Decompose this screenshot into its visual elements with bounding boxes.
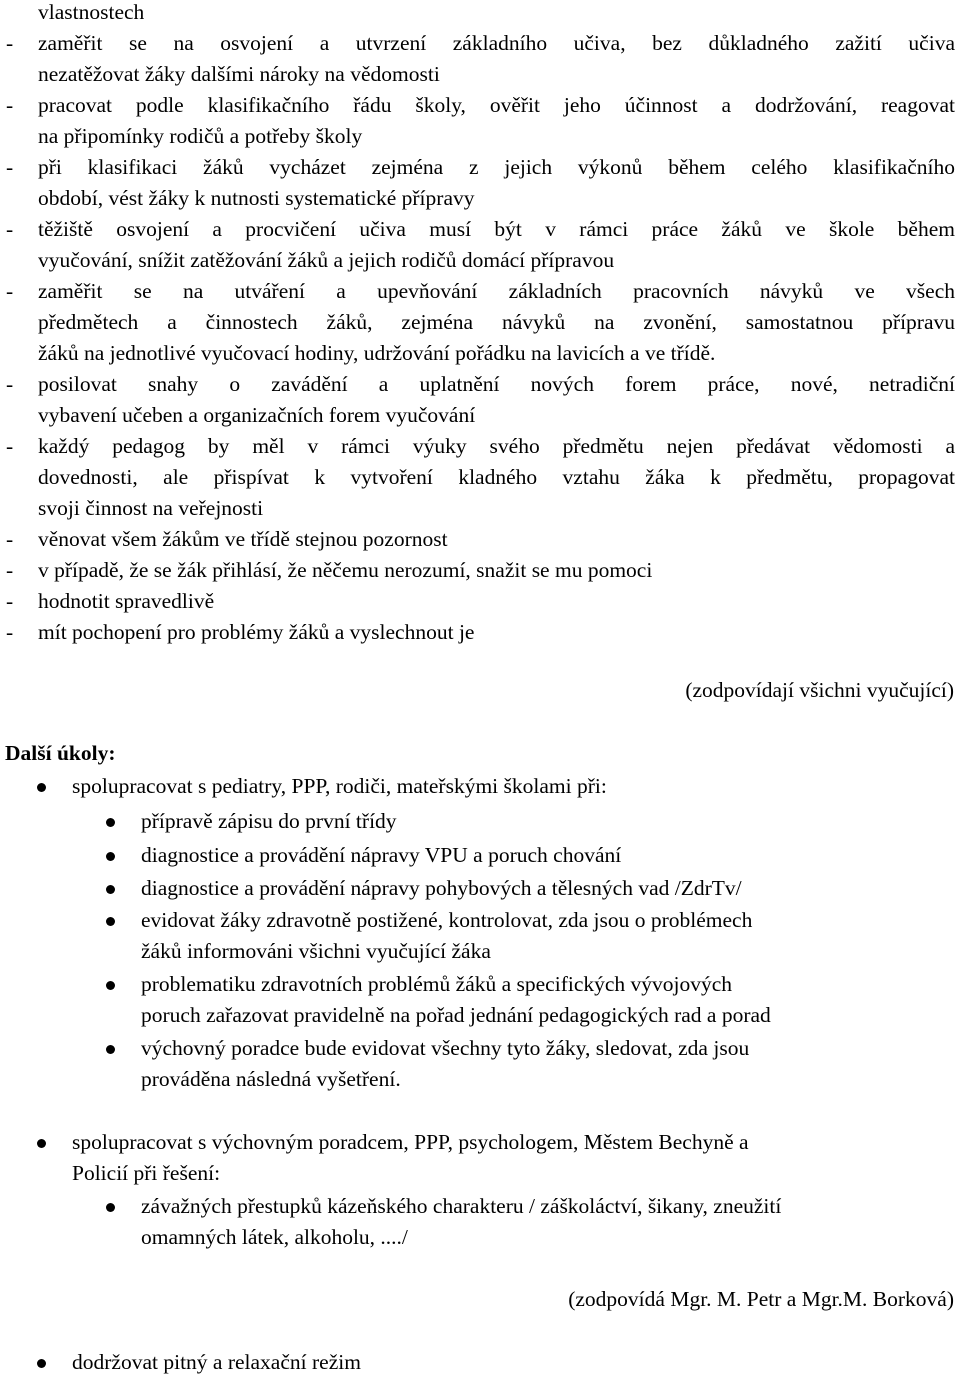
dash-marker: - [6,558,14,582]
list-item-line: předmětech a činnostech žáků, zejména návyků na zvonění, samostatnou přípravu [38,310,955,334]
subitem-line: žáků informováni všichni vyučující žáka [141,939,491,963]
subitem-line: diagnostice a provádění nápravy pohybových a tělesných vad /ZdrTv/ [141,876,742,900]
dash-marker: - [6,527,14,551]
subitem-line: prováděna následná vyšetření. [141,1067,401,1091]
list-item-line: období, vést žáky k nutnosti systematické přípravy [38,186,475,210]
list-item-line: těžiště osvojení a procvičení učiva musí být v rámci práce žáků ve škole během [38,217,955,241]
list-item-line: každý pedagog by měl v rámci výuky svého předmětu nejen předávat vědomosti a [38,434,955,458]
subitem-line: evidovat žáky zdravotně postižené, kontrolovat, zda jsou o problémech [141,908,753,932]
dash-marker: - [6,93,14,117]
list-item-line: posilovat snahy o zavádění a uplatnění nových forem práce, nové, netradiční [38,372,955,396]
dash-marker: - [6,434,14,458]
subitem-line: omamných látek, alkoholu, ..../ [141,1225,408,1249]
bullet-icon [106,852,115,861]
dash-marker: - [6,589,14,613]
list-item-line: vlastnostech [38,0,145,24]
dash-marker: - [6,155,14,179]
list-item-line: vybavení učeben a organizačních forem vyučování [38,403,476,427]
subitem-line: problematiku zdravotních problémů žáků a specifických vývojových [141,972,733,996]
dash-marker: - [6,279,14,303]
bullet-icon [106,917,115,926]
responsible-note-teachers: (zodpovídají všichni vyučující) [685,678,954,702]
list-item-line: věnovat všem žákům ve třídě stejnou pozornost [38,527,448,551]
list-item-line: při klasifikaci žáků vycházet zejména z jejich výkonů během celého klasifikačního [38,155,955,179]
list-item-line: svoji činnost na veřejnosti [38,496,264,520]
bullet-icon [106,1203,115,1212]
subitem-line: výchovný poradce bude evidovat všechny tyto žáky, sledovat, zda jsou [141,1036,750,1060]
bullet-icon [106,818,115,827]
subitem-line: závažných přestupků kázeňského charakteru / záškoláctví, šikany, zneužití [141,1194,782,1218]
responsible-note-petr-borkova: (zodpovídá Mgr. M. Petr a Mgr.M. Borková) [568,1287,954,1311]
bullet-icon [106,981,115,990]
task-drinking-regime: dodržovat pitný a relaxační režim [72,1350,361,1374]
list-item-line: pracovat podle klasifikačního řádu školy, ověřit jeho účinnost a dodržování, reagovat [38,93,955,117]
bullet-icon [106,1045,115,1054]
dash-marker: - [6,31,14,55]
task-cooperation-counselor-line2: Policií při řešení: [72,1161,221,1185]
bullet-icon [37,783,46,792]
list-item-line: žáků na jednotlivé vyučovací hodiny, udržování pořádku na lavicích a ve třídě. [38,341,716,365]
list-item-line: zaměřit se na osvojení a utvrzení základního učiva, bez důkladného zažití učiva [38,31,955,55]
list-item-line: dovednosti, ale přispívat k vytvoření kladného vztahu žáka k předmětu, propagovat [38,465,955,489]
list-item-line: nezatěžovat žáky dalšími nároky na vědomosti [38,62,440,86]
bullet-icon [37,1139,46,1148]
list-item-line: na připomínky rodičů a potřeby školy [38,124,363,148]
task-cooperation-pediatricians: spolupracovat s pediatry, PPP, rodiči, mateřskými školami při: [72,774,607,798]
subitem-line: poruch zařazovat pravidelně na pořad jednání pedagogických rad a porad [141,1003,771,1027]
list-item-line: mít pochopení pro problémy žáků a vyslechnout je [38,620,475,644]
subitem-line: diagnostice a provádění nápravy VPU a poruch chování [141,843,622,867]
subitem-line: přípravě zápisu do první třídy [141,809,397,833]
dash-marker: - [6,217,14,241]
dash-marker: - [6,620,14,644]
list-item-line: hodnotit spravedlivě [38,589,215,613]
bullet-icon [37,1359,46,1368]
bullet-icon [106,885,115,894]
list-item-line: vyučování, snížit zatěžování žáků a jejich rodičů domácí přípravou [38,248,615,272]
list-item-line: zaměřit se na utváření a upevňování základních pracovních návyků ve všech [38,279,955,303]
dash-marker: - [6,372,14,396]
list-item-line: v případě, že se žák přihlásí, že něčemu nerozumí, snažit se mu pomoci [38,558,653,582]
task-cooperation-counselor-line1: spolupracovat s výchovným poradcem, PPP, psychologem, Městem Bechyně a [72,1130,749,1154]
section-heading: Další úkoly: [5,741,116,765]
